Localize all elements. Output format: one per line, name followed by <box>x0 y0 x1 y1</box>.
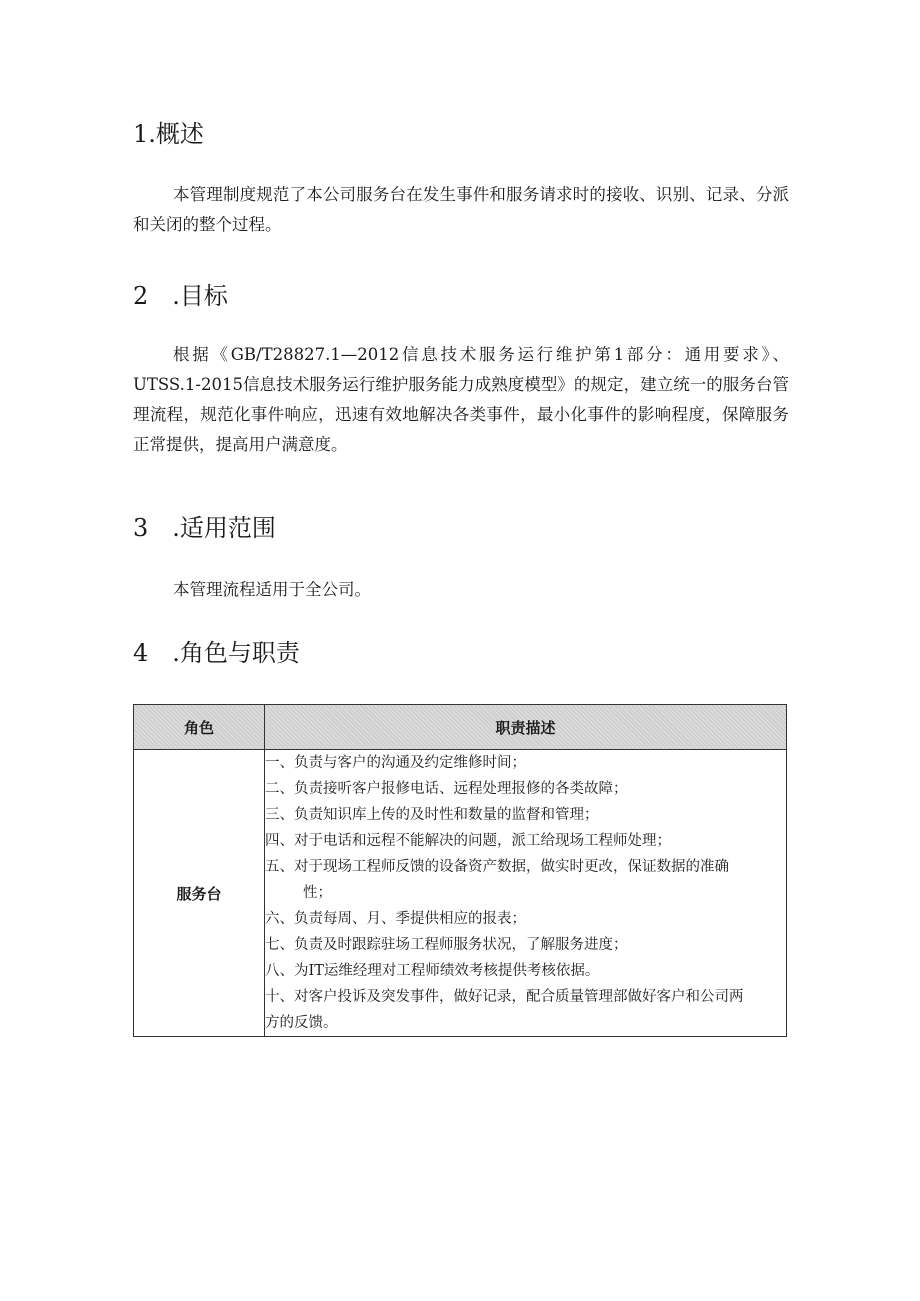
overview-paragraph: 本管理制度规范了本公司服务台在发生事件和服务请求时的接收、识别、记录、分派和关闭的整个过程。 <box>133 185 789 234</box>
duty-item-continuation <box>265 880 786 906</box>
roles-table <box>133 704 787 1037</box>
duty-item: 方的反馈。 <box>265 1015 338 1031</box>
duty-item: 一、负责与客户的沟通及约定维修时间； <box>265 755 526 771</box>
table-row <box>134 750 787 1037</box>
section-number: 1. <box>133 120 156 148</box>
section-title: 角色与职责 <box>179 639 300 667</box>
duty-item: 四、对于电话和远程不能解决的问题，派工给现场工程师处理； <box>265 833 671 849</box>
duty-item: 五、对于现场工程师反馈的设备资产数据，做实时更改，保证数据的准确 <box>265 859 729 875</box>
duties-column-header: 职责描述 <box>265 705 787 750</box>
section-title: 适用范围 <box>179 514 276 542</box>
section-heading-scope <box>133 512 276 544</box>
section-heading-goal <box>133 280 228 312</box>
section-number: 2 . <box>133 282 180 310</box>
scope-paragraph: 本管理流程适用于全公司。 <box>173 580 371 599</box>
duty-item: 三、负责知识库上传的及时性和数量的监督和管理； <box>265 807 599 823</box>
duties-cell <box>265 750 787 1037</box>
duty-item: 八、为IT运维经理对工程师绩效考核提供考核依据。 <box>265 963 600 979</box>
goal-paragraph: 根据《GB/T28827.1—2012信息技术服务运行维护第1部分：通用要求》、UTSS.1-2015信息技术服务运行维护服务能力成熟度模型》的规定，建立统一的服务台管理流程，规范化事件响应，迅速有效地解决各类事件，最小化事件的影响程度，保障服务正常提供，提高用户满意度。 <box>133 345 789 454</box>
section-heading-overview <box>133 118 204 150</box>
table-header-row <box>134 705 787 750</box>
section-number: 4 . <box>133 639 180 667</box>
role-cell: 服务台 <box>134 750 265 1037</box>
section-title: 目标 <box>179 282 228 310</box>
duty-item: 六、负责每周、月、季提供相应的报表； <box>265 911 526 927</box>
duty-item: 二、负责接听客户报修电话、远程处理报修的各类故障； <box>265 781 628 797</box>
duty-item: 七、负责及时跟踪驻场工程师服务状况，了解服务进度； <box>265 937 628 953</box>
section-number: 3 . <box>133 514 180 542</box>
duty-continuation-text: 性； <box>303 885 332 901</box>
section-heading-roles <box>133 637 300 669</box>
section-title: 概述 <box>155 120 204 148</box>
duty-item: 十、对客户投诉及突发事件，做好记录，配合质量管理部做好客户和公司两 <box>265 989 744 1005</box>
role-column-header: 角色 <box>134 705 265 750</box>
